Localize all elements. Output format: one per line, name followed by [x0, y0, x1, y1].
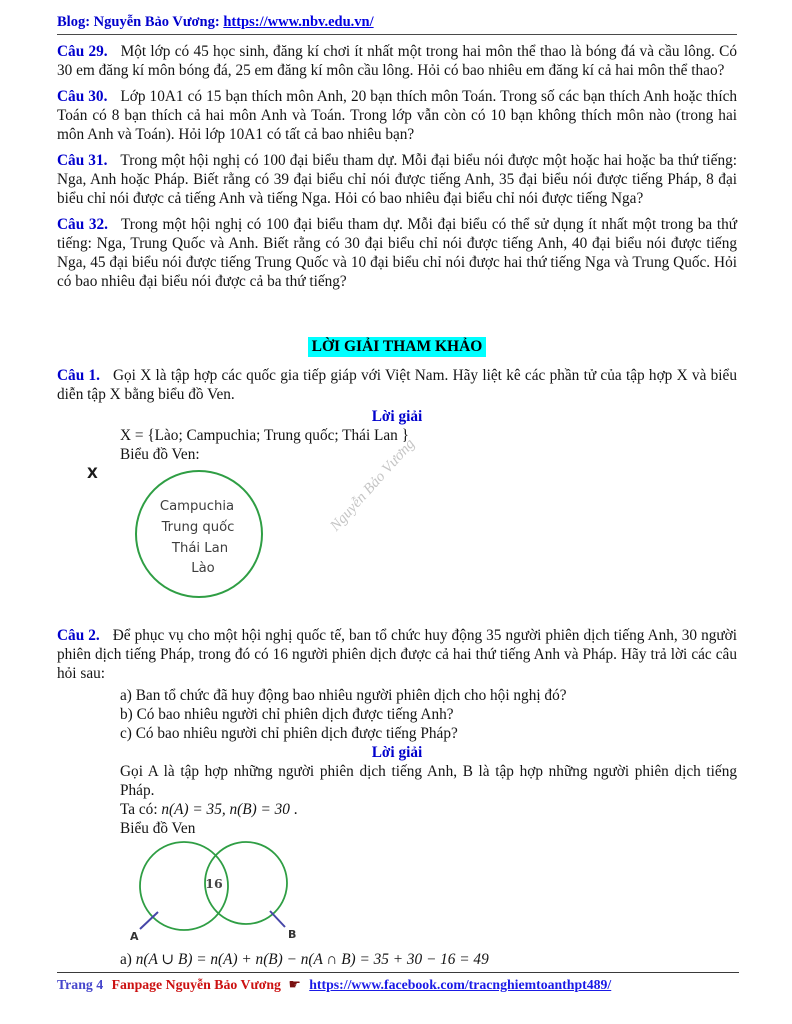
venn-diagram-2	[118, 841, 737, 944]
answer-prefix: a)	[120, 951, 136, 968]
question-paragraph	[57, 42, 737, 80]
page-header	[57, 14, 737, 31]
venn1-item: Trung quốc	[161, 520, 235, 535]
loi-giai-heading: Lời giải	[371, 408, 423, 425]
solution-question-2	[57, 626, 737, 683]
question-label: Câu 31.	[57, 152, 108, 169]
question-label: Câu 30.	[57, 88, 108, 105]
question-label: Câu 2.	[57, 627, 100, 644]
header-divider	[57, 34, 737, 35]
question-text: Một lớp có 45 học sinh, đăng kí chơi ít nhất một trong hai môn thể thao là bóng đá và cầu lông. Có 30 em đăng kí môn bóng đá, 25 em đăng kí môn cầu lông. Hỏi có bao nhiêu em đăng kí cả hai môn thể thao?	[57, 43, 737, 79]
loi-giai-heading: Lời giải	[371, 744, 423, 761]
venn-intro-line: Biểu đồ Ven	[120, 820, 196, 837]
solution-question-1	[57, 366, 737, 404]
page-number-label: Trang 4	[57, 977, 104, 992]
footer-line	[57, 977, 739, 993]
pointing-hand-icon: ☛	[288, 977, 301, 992]
taco-suffix: .	[289, 801, 298, 818]
question-paragraph	[57, 151, 737, 208]
question-text: Trong một hội nghị có 100 đại biểu tham dự. Mỗi đại biểu nói được một hoặc hai hoặc ba thứ tiếng: Nga, Anh hoặc Pháp. Biết rằng có 39 đại biểu chỉ nói được tiếng Anh, 35 đại biểu nói được tiếng Pháp, 8 đại biểu chỉ nói được cả tiếng Anh và tiếng Nga. Hỏi có bao nhiêu đại biểu chỉ nói được tiếng Nga?	[57, 152, 737, 207]
sub-question-b: b) Có bao nhiêu người chỉ phiên dịch được tiếng Anh?	[120, 706, 454, 723]
question-label: Câu 32.	[57, 216, 108, 233]
venn2-intersection-value: 16	[205, 876, 223, 891]
venn2-svg	[118, 841, 330, 944]
footer-divider	[57, 972, 739, 973]
answer-formula-line	[120, 950, 737, 969]
venn2-label-b: B	[288, 928, 297, 941]
solution-text-line: Gọi A là tập hợp những người phiên dịch tiếng Anh, B là tập hợp những người phiên dịch tiếng Pháp.	[120, 763, 737, 799]
blog-url-link[interactable]: https://www.nbv.edu.vn/	[223, 14, 374, 30]
venn2-label-a: A	[130, 930, 139, 943]
answer-formula: n(A ∪ B) = n(A) + n(B) − n(A ∩ B) = 35 + 30 − 16 = 49	[135, 951, 489, 968]
sub-question-c: c) Có bao nhiêu người chỉ phiên dịch được tiếng Pháp?	[120, 725, 458, 742]
venn1-item: Thái Lan	[171, 541, 229, 556]
question-label: Câu 1.	[57, 367, 100, 384]
question-text: Gọi X là tập hợp các quốc gia tiếp giáp với Việt Nam. Hãy liệt kê các phần tử của tập hợp X và biểu diễn tập X bằng biểu đồ Ven.	[57, 367, 737, 403]
venn1-item: Campuchia	[159, 499, 235, 514]
solutions-heading-row	[57, 337, 737, 357]
blog-label: Blog: Nguyễn Bảo Vương:	[57, 14, 220, 30]
taco-prefix: Ta có:	[120, 801, 162, 818]
question-paragraph	[57, 215, 737, 291]
question-text: Lớp 10A1 có 15 bạn thích môn Anh, 20 bạn thích môn Toán. Trong số các bạn thích Anh hoặc thích Toán có 8 bạn thích cả hai môn Anh và Toán. Trong lớp vẫn còn có 10 bạn không thích môn nào (trong hai môn Anh và Toán). Hỏi lớp 10A1 có tất cả bao nhiêu bạn?	[57, 88, 738, 143]
question-paragraph	[57, 87, 737, 144]
sub-question-a: a) Ban tổ chức đã huy động bao nhiêu người phiên dịch cho hội nghị đó?	[120, 687, 567, 704]
venn2-leader-b	[270, 911, 285, 927]
taco-formula: n(A) = 35, n(B) = 30	[161, 801, 290, 818]
venn-intro-line: Biểu đồ Ven:	[120, 446, 200, 463]
watermark-text: Nguyễn Bảo Vương	[327, 436, 419, 535]
set-definition-line: X = {Lào; Campuchia; Trung quốc; Thái Lan }	[120, 427, 409, 444]
venn1-circle-svg	[129, 467, 271, 605]
solution-taco-line	[120, 800, 737, 819]
venn1-set-label: X	[87, 466, 98, 482]
question-text: Để phục vụ cho một hội nghị quốc tế, ban tổ chức huy động 35 người phiên dịch tiếng Anh, 30 người phiên dịch tiếng Pháp, trong đó có 16 người phiên dịch được cả hai thứ tiếng Anh và Pháp. Hãy trả lời các câu hỏi sau:	[57, 627, 738, 682]
solutions-heading: LỜI GIẢI THAM KHẢO	[308, 337, 487, 357]
question-text: Trong một hội nghị có 100 đại biểu tham dự. Mỗi đại biểu có thể sử dụng ít nhất một trong ba thứ tiếng: Nga, Trung Quốc và Anh. Biết rằng có 30 đại biểu chỉ nói được tiếng Anh, 40 đại biểu nói được tiếng Nga, 45 đại biểu nói được tiếng Trung Quốc và 10 đại biểu chỉ nói được hai thứ tiếng Nga và Trung Quốc. Hỏi có bao nhiêu đại biểu nói được cả ba thứ tiếng?	[57, 216, 738, 290]
facebook-link[interactable]: https://www.facebook.com/tracnghiemtoanthpt489/	[309, 977, 612, 992]
venn1-item: Lào	[191, 561, 215, 576]
question-label: Câu 29.	[57, 43, 108, 60]
page-footer	[57, 972, 739, 993]
fanpage-label: Fanpage Nguyễn Bảo Vương	[111, 977, 281, 992]
